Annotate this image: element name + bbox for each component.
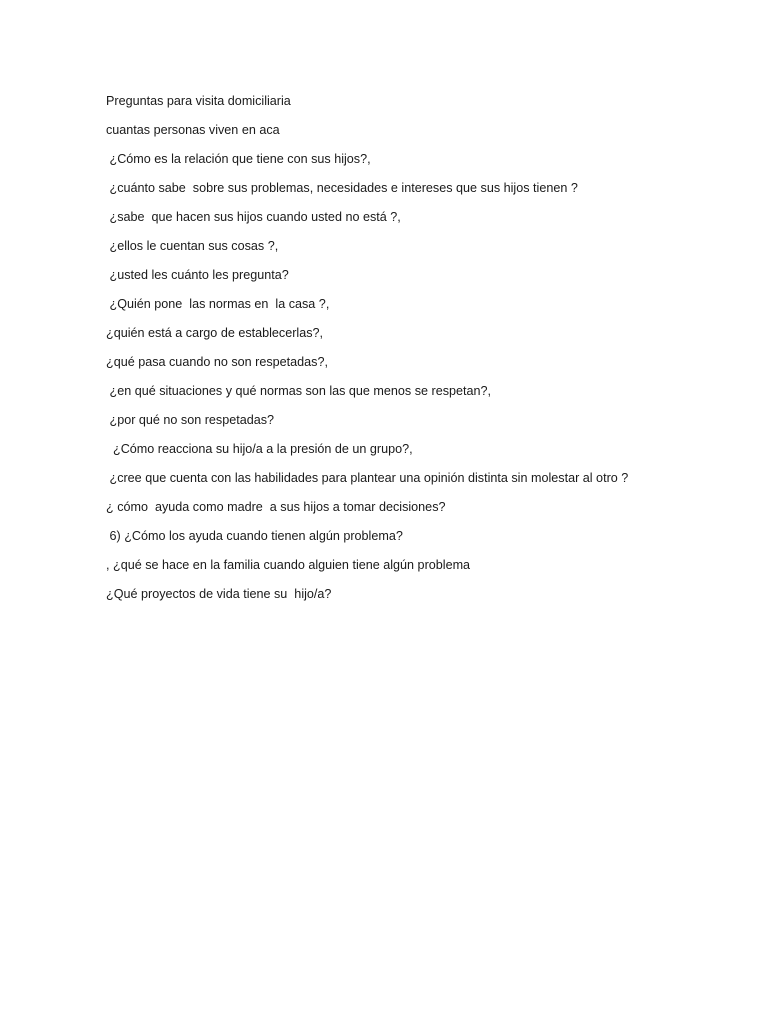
question-line: ¿en qué situaciones y qué normas son las que menos se respetan?, — [106, 384, 492, 398]
question-line: ¿usted les cuánto les pregunta? — [106, 268, 289, 282]
question-line: , ¿qué se hace en la familia cuando alguien tiene algún problema — [106, 558, 471, 572]
question-line: ¿cuánto sabe sobre sus problemas, necesidades e intereses que sus hijos tienen ? — [106, 181, 578, 195]
question-line: ¿sabe que hacen sus hijos cuando usted no está ?, — [106, 210, 401, 224]
question-line: ¿ cómo ayuda como madre a sus hijos a tomar decisiones? — [106, 500, 446, 514]
question-line: cuantas personas viven en aca — [106, 123, 280, 137]
question-line: ¿Cómo reacciona su hijo/a a la presión de un grupo?, — [106, 442, 413, 456]
question-line: ¿Qué proyectos de vida tiene su hijo/a? — [106, 587, 332, 601]
question-line: ¿cree que cuenta con las habilidades para plantear una opinión distinta sin molestar al otro ? — [106, 471, 629, 485]
document-title: Preguntas para visita domiciliaria — [106, 94, 291, 108]
question-line: ¿qué pasa cuando no son respetadas?, — [106, 355, 328, 369]
question-line: ¿Quién pone las normas en la casa ?, — [106, 297, 330, 311]
question-line: ¿Cómo es la relación que tiene con sus hijos?, — [106, 152, 371, 166]
question-line: 6) ¿Cómo los ayuda cuando tienen algún problema? — [106, 529, 403, 543]
question-line: ¿quién está a cargo de establecerlas?, — [106, 326, 324, 340]
question-line: ¿ellos le cuentan sus cosas ?, — [106, 239, 279, 253]
question-line: ¿por qué no son respetadas? — [106, 413, 275, 427]
question-list — [106, 91, 746, 613]
